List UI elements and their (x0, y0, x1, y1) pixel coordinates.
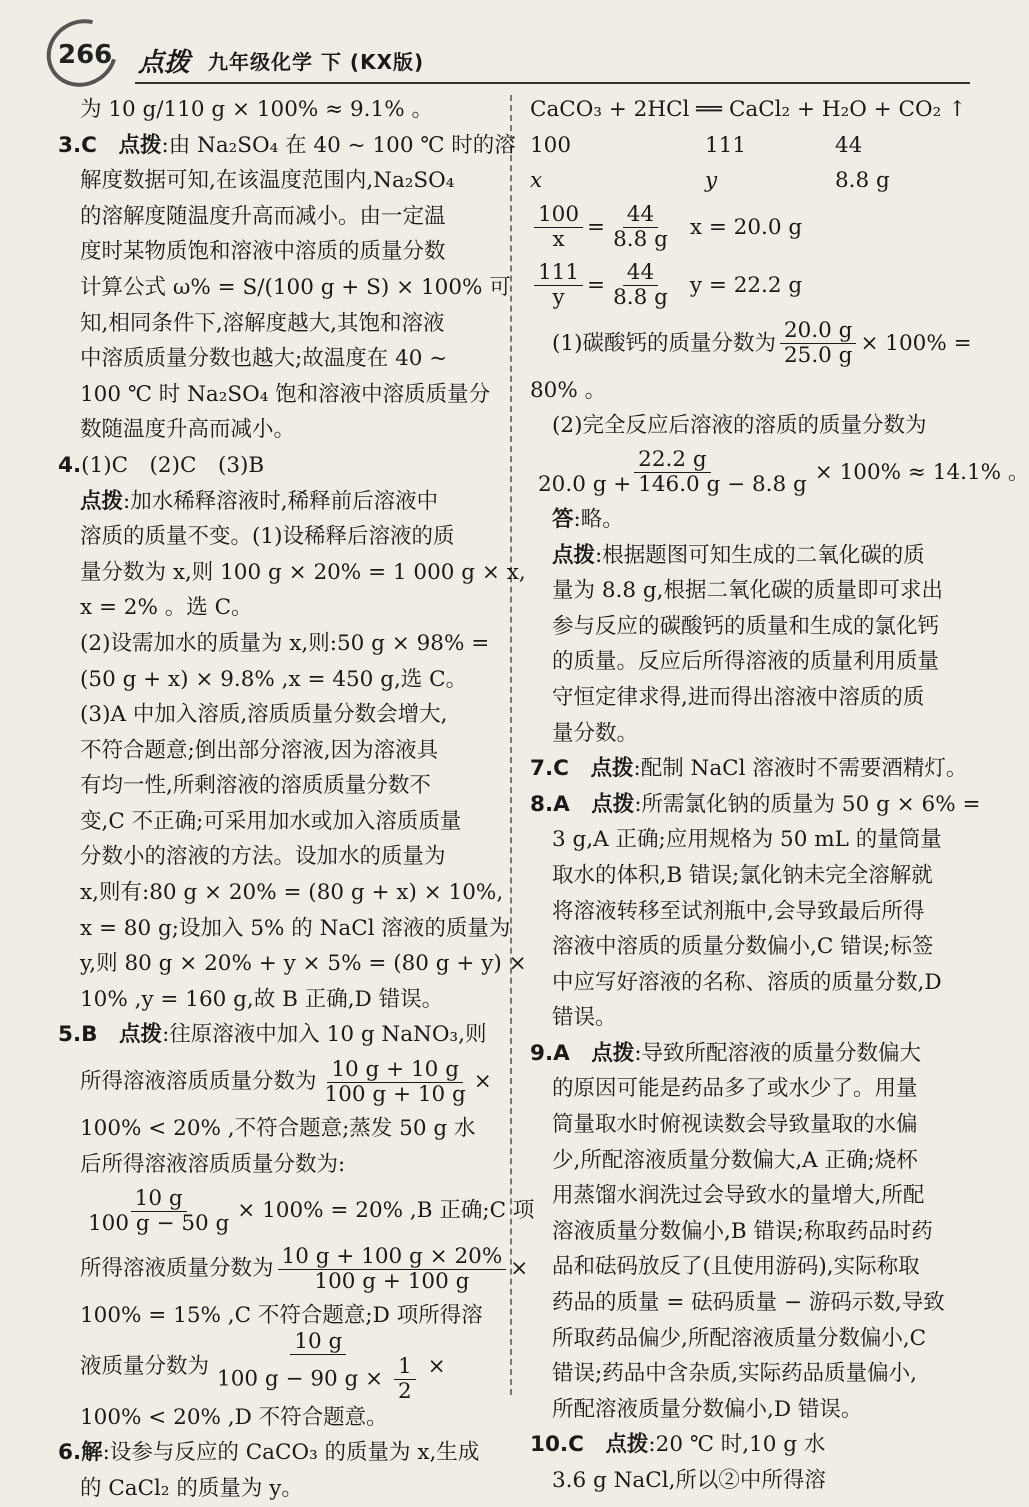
ratio-cell: x (530, 168, 543, 194)
text-line: :设参与反应的 CaCO₃ 的质量为 x,生成 (102, 1440, 480, 1466)
formula-line (530, 315, 970, 373)
question-number: 7. (530, 756, 554, 782)
text-line: 数随温度升高而减小。 (80, 417, 296, 443)
text-line: 参与反应的碳酸钙的质量和生成的氯化钙 (552, 613, 940, 639)
ratio-cell: 100 (530, 132, 572, 158)
hint-label: 点拨 (591, 1040, 635, 1066)
text-line: (3)A 中加入溶质,溶质质量分数会增大, (80, 702, 448, 728)
fraction (609, 261, 672, 310)
question-number: 9. (530, 1040, 554, 1066)
denominator: 8.8 g (613, 227, 668, 253)
result-text: y = 22.2 g (689, 272, 803, 298)
book-brand: 点拨 (138, 48, 191, 78)
ratio-cell: 111 (705, 132, 747, 158)
fraction (394, 1355, 416, 1404)
question-number: 5. (58, 1022, 82, 1048)
left-column (58, 92, 535, 1507)
answer-choice: (1)C (2)C (3)B (81, 452, 265, 478)
denominator-text: 100 g − 90 g × (217, 1366, 384, 1392)
text-line: 中溶质质量分数也越大;故温度在 40 ~ (80, 346, 448, 372)
numerator: 10 g (131, 1187, 187, 1212)
text-line: × (510, 1256, 529, 1282)
fraction (213, 1330, 424, 1404)
answer-choice: C (553, 756, 569, 782)
answer-choice: A (553, 1040, 570, 1066)
text-line: 解度数据可知,在该温度范围内,Na₂SO₄ (80, 168, 455, 194)
q5-line (58, 1017, 490, 1053)
question-number: 4. (58, 452, 82, 478)
text-line: (50 g + x) × 9.8% ,x = 450 g,选 C。 (80, 666, 468, 692)
text-line: × 100% ≈ 14.1% 。 (814, 460, 1029, 486)
fraction (84, 1187, 233, 1236)
text-line: 后所得溶液溶质质量分数为: (80, 1151, 346, 1177)
denominator: 20.0 g + 146.0 g − 8.8 g (538, 472, 807, 498)
denominator: 100 g − 50 g (88, 1210, 230, 1236)
text-line: × 100% = (860, 330, 972, 356)
text-line: 守恒定律求得,进而得出溶液中溶质的质 (552, 684, 925, 710)
answer-line (530, 502, 970, 538)
numerator: 22.2 g (634, 448, 710, 473)
page-number: 266 (58, 40, 113, 70)
question-number: 10. (530, 1432, 569, 1458)
text-line: :所需氯化钠的质量为 50 g × 6% = (634, 791, 981, 817)
text-line: 量分数。 (552, 720, 639, 746)
fraction (534, 203, 583, 252)
text-line: 所取药品偏少,所配溶液质量分数偏小,C (552, 1325, 927, 1351)
text-line: 100% = 15% ,C 不符合题意;D 项所得溶 (80, 1303, 483, 1329)
chemical-equation: CaCO₃ + 2HCl ══ CaCl₂ + H₂O + CO₂ ↑ (530, 97, 967, 122)
right-column (530, 92, 1029, 1499)
text-line: 的质量。反应后所得溶液的质量利用质量 (552, 649, 940, 675)
book-title: 九年级化学 下 (KX版) (208, 50, 425, 74)
formula-line (58, 1328, 490, 1404)
answer-choice: B (81, 1022, 98, 1048)
denominator: 8.8 g (613, 285, 668, 311)
fraction (609, 203, 672, 252)
solution-label: 解 (81, 1440, 103, 1466)
text-line: 变,C 不正确;可采用加水或加入溶质质量 (80, 808, 462, 834)
text-line: :20 ℃ 时,10 g 水 (648, 1432, 826, 1458)
text-line: 错误。 (552, 1005, 617, 1031)
text-line: 80% 。 (530, 377, 607, 403)
text-line: 错误;药品中含杂质,实际药品质量偏小, (552, 1361, 917, 1387)
formula-line (58, 1053, 490, 1111)
fraction (534, 261, 583, 310)
text-line: 计算公式 ω% = S/(100 g + S) × 100% 可 (80, 274, 511, 300)
text-line: 量为 8.8 g,根据二氧化碳的质量即可求出 (552, 578, 943, 604)
hint-label: 点拨 (552, 542, 596, 568)
hint-label: 点拨 (591, 791, 635, 817)
fraction (278, 1245, 507, 1294)
text-line: (2)设需加水的质量为 x,则:50 g × 98% = (80, 630, 490, 656)
text-line: 不符合题意;倒出部分溶液,因为溶液具 (80, 737, 439, 763)
hint-label: 点拨 (80, 488, 124, 514)
denominator: x (552, 227, 565, 253)
text-line: 溶质的质量不变。(1)设稀释后溶液的质 (80, 524, 455, 550)
result-text: x = 20.0 g (689, 214, 803, 240)
hint-label: 点拨 (590, 756, 634, 782)
denominator: 2 (397, 1378, 412, 1404)
equation-unknown-row (530, 163, 970, 199)
question-number: 3. (58, 132, 82, 158)
q8-line (530, 787, 981, 823)
text-line: 取水的体积,B 错误;氯化钠未完全溶解就 (552, 862, 933, 888)
text-line: y,则 80 g × 20% + y × 5% = (80 g + y) × (80, 951, 527, 977)
text-line: 知,相同条件下,溶解度越大,其饱和溶液 (80, 310, 445, 336)
text-line: x = 80 g;设加入 5% 的 NaCl 溶液的质量为 (80, 915, 511, 941)
text-line: x,则有:80 g × 20% = (80 g + x) × 10%, (80, 880, 504, 906)
text-line: 所得溶液质量分数为 (80, 1256, 274, 1282)
text-line: 量分数为 x,则 100 g × 20% = 1 000 g × x, (80, 559, 526, 585)
text-line: (1)碳酸钙的质量分数为 (552, 330, 776, 356)
q4-line (58, 448, 490, 484)
text-line: 的 CaCl₂ 的质量为 y。 (80, 1476, 303, 1501)
text-line: 的溶解度随温度升高而减小。由一定温 (80, 203, 446, 229)
q10-line (530, 1427, 970, 1463)
numerator: 20.0 g (780, 319, 856, 344)
text-line: 100 ℃ 时 Na₂SO₄ 饱和溶液中溶质质量分 (80, 381, 491, 407)
text-line: :导致所配溶液的质量分数偏大 (634, 1040, 922, 1066)
hint-label: 点拨 (118, 132, 162, 158)
text-line: :根据题图可知生成的二氧化碳的质 (595, 542, 925, 568)
formula-line (530, 444, 1029, 502)
ratio-cell: 8.8 g (835, 168, 890, 194)
page-header (40, 12, 970, 84)
answer-choice: C (81, 132, 97, 158)
text-line: 中应写好溶液的名称、溶质的质量分数,D (552, 969, 942, 995)
numerator: 10 g + 10 g (327, 1058, 463, 1083)
numerator: 10 g (290, 1330, 346, 1355)
text-line: × (473, 1069, 492, 1095)
header-rule (135, 82, 970, 84)
text-line: 液质量分数为 (80, 1354, 210, 1380)
text-line: 所配溶液质量分数偏小,D 错误。 (552, 1396, 863, 1422)
text-line: 溶液质量分数偏小,B 错误;称取药品时药 (552, 1218, 933, 1244)
hint-line (530, 538, 970, 574)
fraction (780, 319, 856, 368)
equation-ratio-row (530, 128, 970, 164)
question-number: 8. (530, 791, 554, 817)
q7-line (530, 751, 970, 787)
text-line: 溶液中溶质的质量分数偏小,C 错误;标签 (552, 934, 934, 960)
hint-label: 点拨 (605, 1432, 649, 1458)
fraction (534, 448, 811, 497)
answer-choice: C (568, 1432, 584, 1458)
text-line: × 100% = 20% ,B 正确;C 项 (237, 1198, 535, 1224)
text-line: 为 10 g/110 g × 100% ≈ 9.1% 。 (80, 97, 433, 122)
answer-label: 答 (552, 506, 574, 532)
answer-choice: A (553, 791, 570, 817)
text-line: 度时某物质饱和溶液中溶质的质量分数 (80, 239, 446, 265)
denominator: 100 g + 100 g (314, 1268, 470, 1294)
text-line: 药品的质量 = 砝码质量 − 游码示数,导致 (552, 1290, 945, 1316)
text-line: x = 2% 。选 C。 (80, 595, 253, 621)
text-line: :往原溶液中加入 10 g NaNO₃,则 (162, 1022, 487, 1048)
text-line: :由 Na₂SO₄ 在 40 ~ 100 ℃ 时的溶 (161, 132, 516, 158)
text-line: 100% < 20% ,不符合题意;蒸发 50 g 水 (80, 1116, 476, 1142)
text-line: 3.6 g NaCl,所以②中所得溶 (552, 1468, 826, 1493)
text-line: 100% < 20% ,D 不符合题意。 (80, 1404, 388, 1430)
denominator: 100 g + 10 g (324, 1081, 466, 1107)
text-line: 筒量取水时俯视读数会导致量取的水偏 (552, 1112, 918, 1138)
text-line: :配制 NaCl 溶液时不需要酒精灯。 (633, 756, 968, 782)
text-line: :加水稀释溶液时,稀释前后溶液中 (123, 488, 439, 514)
text-line: × (427, 1354, 446, 1380)
proportion-line: $\frac{100}{x}$ = $\frac{44}{8.8 g}$ x = 20.0 g (530, 199, 970, 257)
numerator: 1 (394, 1355, 416, 1380)
text-line: 3 g,A 正确;应用规格为 50 mL 的量筒量 (552, 827, 942, 853)
text-line: 分数小的溶液的方法。设加水的质量为 (80, 844, 446, 870)
text-line: :略。 (573, 506, 624, 532)
formula-line (58, 1182, 535, 1240)
hint-label: 点拨 (119, 1022, 163, 1048)
formula-line (58, 1240, 529, 1298)
text-line: 的原因可能是药品多了或水少了。用量 (552, 1076, 918, 1102)
q9-line (530, 1036, 970, 1072)
q3-line (58, 128, 516, 164)
text-line: 所得溶液溶质质量分数为 (80, 1069, 317, 1095)
ratio-cell: y (705, 168, 718, 194)
denominator: y (552, 285, 565, 311)
numerator: 100 (534, 203, 583, 228)
q6-line (58, 1435, 490, 1471)
text-line: 用蒸馏水润洗过会导致水的量增大,所配 (552, 1183, 925, 1209)
question-number: 6. (58, 1440, 82, 1466)
text-line: 10% ,y = 160 g,故 B 正确,D 错误。 (80, 986, 444, 1012)
numerator: 10 g + 100 g × 20% (278, 1245, 507, 1270)
text-line: 少,所配溶液质量分数偏大,A 正确;烧杯 (552, 1147, 918, 1173)
text-line: 将溶液转移至试剂瓶中,会导致最后所得 (552, 898, 925, 924)
numerator: 44 (623, 261, 658, 286)
text-line: 有均一性,所剩溶液的溶质质量分数不 (80, 773, 431, 799)
text-line: 品和砝码放反了(且使用游码),实际称取 (552, 1254, 920, 1280)
numerator: 111 (534, 261, 583, 286)
q4-hint-line (58, 484, 490, 520)
proportion-line: $\frac{111}{y}$ = $\frac{44}{8.8 g}$ y = 22.2 g (530, 257, 970, 315)
denominator (213, 1355, 424, 1404)
text-line: (2)完全反应后溶液的溶质的质量分数为 (552, 413, 927, 439)
numerator: 44 (623, 203, 658, 228)
ratio-cell: 44 (835, 132, 863, 158)
denominator: 25.0 g (783, 343, 853, 369)
fraction (321, 1058, 470, 1107)
